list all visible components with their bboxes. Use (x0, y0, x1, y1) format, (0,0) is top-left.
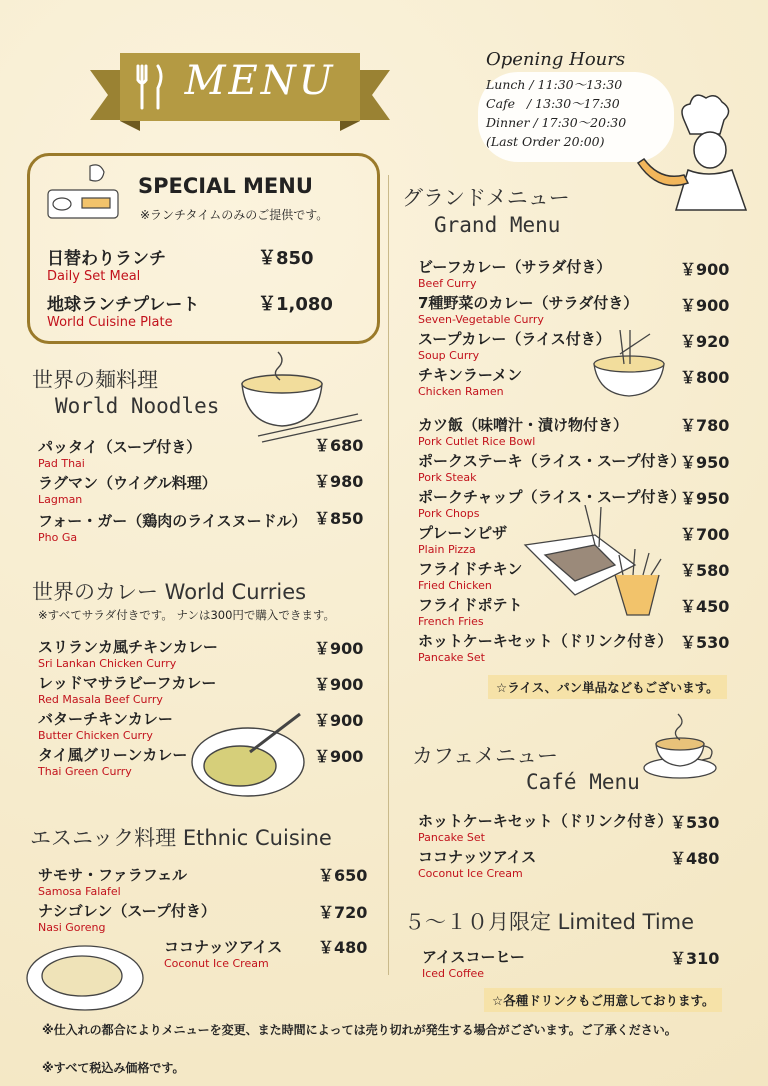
menu-item (418, 846, 536, 880)
item-english: Daily Set Meal (47, 269, 141, 284)
item-english: Plain Pizza (418, 543, 476, 556)
item-price: ￥480 (670, 849, 720, 868)
item-english: Pad Thai (38, 457, 85, 470)
cafe-title-jp: カフェメニュー (412, 744, 558, 768)
footer-note: ※仕入れの都合によりメニューを変更、また時間によっては売り切れが発生する場合がございます。ご了承ください。 (42, 1023, 677, 1037)
item-price: ￥700 (680, 525, 730, 544)
item-english: Coconut Ice Cream (418, 867, 523, 880)
item-price: ￥450 (680, 597, 730, 616)
item-price: ￥800 (680, 368, 730, 387)
item-price: ￥650 (318, 866, 368, 885)
item-price: ￥900 (680, 296, 730, 315)
item-price: ￥900 (314, 711, 364, 730)
menu-item (418, 810, 672, 844)
item-english: Butter Chicken Curry (38, 729, 153, 742)
item-english: Seven-Vegetable Curry (418, 313, 544, 326)
curries-note: ※すべてサラダ付きです。 ナンは300円で購入できます。 (38, 608, 335, 622)
cafe-title-en: Café Menu (526, 770, 640, 794)
item-price: ￥900 (680, 260, 730, 279)
menu-item (38, 744, 187, 778)
item-name: チキンラーメン (418, 366, 523, 384)
menu-item (38, 510, 307, 544)
menu-item (418, 594, 523, 628)
item-name: ホットケーキセット（ドリンク付き） (418, 812, 673, 830)
item-english: Iced Coffee (422, 967, 485, 980)
item-name: ココナッツアイス (164, 938, 283, 956)
item-price-wrap (258, 244, 314, 270)
menu-item (38, 708, 173, 742)
menu-item (38, 636, 218, 670)
item-english: Coconut Ice Cream (164, 957, 269, 970)
item-price: ￥310 (670, 949, 720, 968)
item-english: Pork Steak (418, 471, 477, 484)
ethnic-title: エスニック料理 Ethnic Cuisine (30, 826, 332, 850)
item-english: Chicken Ramen (418, 385, 504, 398)
item-name: バターチキンカレー (38, 710, 173, 728)
item-english: World Cuisine Plate (47, 315, 173, 330)
hours-line: (Last Order 20:00) (486, 134, 605, 149)
item-name: フライドポテト (418, 596, 523, 614)
coffee-cup-illustration (640, 712, 725, 782)
item-english: Pork Chops (418, 507, 480, 520)
curries-title: 世界のカレー World Curries (32, 580, 307, 604)
footer-tax-note: ※すべて税込み価格です。 (42, 1061, 185, 1075)
item-price: ￥1,080 (258, 294, 333, 315)
ramen-illustration (590, 330, 670, 400)
item-price: ￥950 (680, 453, 730, 472)
item-price: ￥680 (314, 436, 364, 455)
item-name: アイスコーヒー (422, 948, 525, 966)
menu-item (418, 414, 628, 448)
item-price: ￥530 (680, 633, 730, 652)
menu-item (47, 290, 199, 330)
item-name: カツ飯（味噌汁・漬け物付き） (418, 416, 629, 434)
grand-title-jp: グランドメニュー (402, 186, 570, 210)
menu-item (38, 436, 201, 470)
item-name: サモサ・ファラフェル (38, 866, 187, 884)
item-name: フライドチキン (418, 560, 523, 578)
menu-item (418, 522, 507, 556)
item-english: Pancake Set (418, 651, 485, 664)
menu-item (418, 292, 638, 326)
menu-item (418, 364, 522, 398)
menu-item (38, 864, 187, 898)
item-name: タイ風グリーンカレー (38, 746, 188, 764)
item-english: French Fries (418, 615, 484, 628)
item-name: 日替わりランチ (47, 249, 166, 269)
item-price: ￥980 (314, 472, 364, 491)
menu-item (418, 558, 522, 592)
hours-line: Lunch / 11:30〜13:30 (486, 77, 623, 92)
item-name: ココナッツアイス (418, 848, 537, 866)
column-divider (388, 175, 389, 975)
item-english: Beef Curry (418, 277, 477, 290)
item-name: ナシゴレン（スープ付き） (38, 902, 216, 920)
grand-note-tag: ☆ライス、パン単品などもございます。 (488, 675, 727, 699)
menu-item (47, 244, 166, 284)
item-english: Soup Curry (418, 349, 480, 362)
item-price: ￥480 (318, 938, 368, 957)
item-english: Nasi Goreng (38, 921, 106, 934)
item-name: ホットケーキセット（ドリンク付き） (418, 632, 673, 650)
item-english: Samosa Falafel (38, 885, 121, 898)
steak-fries-illustration (515, 505, 675, 620)
item-price: ￥920 (680, 332, 730, 351)
item-name: 7種野菜のカレー（サラダ付き） (418, 294, 639, 312)
item-name: プレーンピザ (418, 524, 508, 542)
item-english: Pancake Set (418, 831, 485, 844)
item-english: Red Masala Beef Curry (38, 693, 163, 706)
item-name: スープカレー（ライス付き） (418, 330, 611, 348)
chef-illustration (628, 88, 753, 218)
menu-item (418, 256, 611, 290)
item-english: Pork Cutlet Rice Bowl (418, 435, 536, 448)
item-name: フォー・ガー（鶏肉のライスヌードル） (38, 512, 307, 530)
fried-rice-illustration (20, 926, 150, 1016)
item-english: Lagman (38, 493, 83, 506)
item-name: ビーフカレー（サラダ付き） (418, 258, 612, 276)
menu-item (418, 328, 611, 362)
item-price: ￥950 (680, 489, 730, 508)
noodles-title-en: World Noodles (55, 394, 220, 418)
item-name: スリランカ風チキンカレー (38, 638, 218, 656)
menu-item (38, 472, 217, 506)
item-name: 地球ランチプレート (47, 295, 200, 315)
item-price: ￥900 (314, 675, 364, 694)
hours-line: Dinner / 17:30〜20:30 (486, 115, 627, 130)
menu-item (422, 946, 525, 980)
item-price: ￥850 (258, 248, 314, 269)
special-menu-note: ※ランチタイムのみのご提供です。 (140, 208, 329, 222)
item-name: パッタイ（スープ付き） (38, 438, 202, 456)
grand-title-en: Grand Menu (434, 213, 561, 237)
item-english: Pho Ga (38, 531, 78, 544)
drinks-note-tag: ☆各種ドリンクもご用意しております。 (484, 988, 722, 1012)
menu-title: MENU (184, 58, 336, 104)
item-price-wrap (258, 290, 333, 316)
bento-illustration (42, 160, 127, 230)
item-price: ￥900 (314, 747, 364, 766)
limited-title: ５〜１０月限定 Limited Time (404, 910, 695, 934)
curry-plate-illustration (190, 712, 310, 802)
item-name: ラグマン（ウイグル料理） (38, 474, 217, 492)
item-english: Fried Chicken (418, 579, 492, 592)
hours-line: Cafe / 13:30〜17:30 (486, 96, 620, 111)
item-english: Thai Green Curry (38, 765, 132, 778)
item-name: ポークチャップ（ライス・スープ付き） (418, 488, 686, 506)
item-name: ポークステーキ（ライス・スープ付き） (418, 452, 686, 470)
hours-title: Opening Hours (486, 49, 626, 70)
menu-item (38, 672, 216, 706)
item-name: レッドマサラビーフカレー (38, 674, 217, 692)
item-price: ￥720 (318, 903, 368, 922)
item-price: ￥900 (314, 639, 364, 658)
menu-item (164, 936, 282, 970)
item-price: ￥530 (670, 813, 720, 832)
item-price: ￥580 (680, 561, 730, 580)
item-price: ￥780 (680, 416, 730, 435)
noodles-title-jp: 世界の麺料理 (32, 368, 158, 392)
item-price: ￥850 (314, 509, 364, 528)
noodle-bowl-illustration (238, 348, 373, 443)
item-english: Sri Lankan Chicken Curry (38, 657, 177, 670)
menu-item (418, 630, 672, 664)
special-menu-title: SPECIAL MENU (138, 174, 313, 198)
menu-item (418, 450, 685, 484)
